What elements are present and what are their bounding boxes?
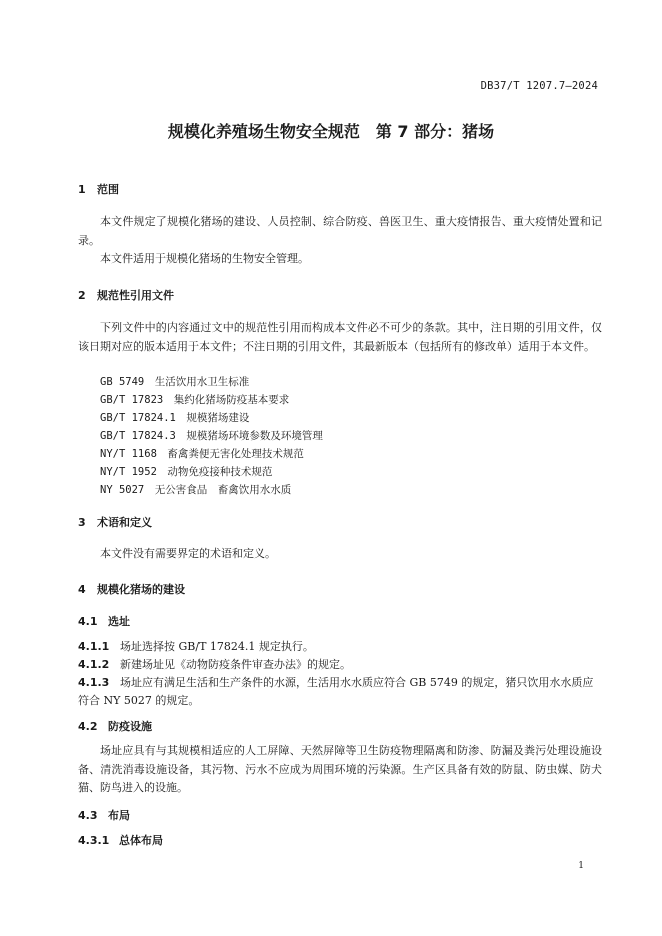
reference-code: NY/T 1168 <box>100 448 157 460</box>
reference-name: 畜禽粪便无害化处理技术规范 <box>167 448 304 460</box>
reference-code: GB/T 17824.3 <box>100 430 176 442</box>
section-heading-normative-references <box>78 287 174 303</box>
subsection-title: 选址 <box>108 615 130 628</box>
terms-paragraph: 本文件没有需要界定的术语和定义。 <box>100 547 276 560</box>
reference-code: NY 5027 <box>100 484 145 496</box>
clause-4-1-3 <box>78 674 602 710</box>
reference-name: 集约化猪场防疫基本要求 <box>173 394 290 406</box>
clause-4-1-1 <box>78 638 602 656</box>
reference-item <box>100 464 272 479</box>
reference-code: NY/T 1952 <box>100 466 157 478</box>
subsection-number: 4.3 <box>78 809 98 822</box>
reference-name: 动物免疫接种技术规范 <box>167 466 273 478</box>
reference-item <box>100 482 291 497</box>
subsection-number: 4.2 <box>78 720 98 733</box>
reference-item <box>100 446 304 461</box>
references-intro-paragraph: 下列文件中的内容通过文中的规范性引用而构成本文件必不可少的条款。其中，注日期的引用文件，仅该日期对应的版本适用于本文件；不注日期的引用文件，其最新版本（包括所有的修改单）适用于本文件。 <box>78 321 602 353</box>
subsubsection-heading-overall-layout <box>78 832 163 848</box>
section-title: 规模化猪场的建设 <box>97 583 185 596</box>
section-number: 2 <box>78 289 86 302</box>
subsection-title: 防疫设施 <box>108 720 152 733</box>
scope-paragraph-1: 本文件规定了规模化猪场的建设、人员控制、综合防疫、兽医卫生、重大疫情报告、重大疫情处置和记录。 <box>78 215 602 247</box>
terms-paragraph-block <box>78 545 602 564</box>
section-title: 术语和定义 <box>97 516 152 529</box>
reference-code: GB/T 17823 <box>100 394 164 406</box>
epidemic-facilities-paragraph-block <box>78 742 602 798</box>
clause-text: 场址应有满足生活和生产条件的水源，生活用水水质应符合 GB 5749 的规定，猪只饮用水水质应符合 NY 5027 的规定。 <box>78 676 594 707</box>
reference-code: GB 5749 <box>100 376 145 388</box>
epidemic-facilities-paragraph: 场址应具有与其规模相适应的人工屏障、天然屏障等卫生防疫物理隔离和防渗、防漏及粪污处理设施设备、清洗消毒设施设备，其污物、污水不应成为周围环境的污染源。生产区具备有效的防鼠、防虫媒、防犬猫、防鸟进入的设施。 <box>78 744 602 794</box>
reference-name: 无公害食品 畜禽饮用水水质 <box>154 484 292 496</box>
clause-text: 场址选择按 GB/T 17824.1 规定执行。 <box>120 640 314 653</box>
section-number: 3 <box>78 516 86 529</box>
subsubsection-title: 总体布局 <box>119 834 163 847</box>
section-heading-farm-construction <box>78 581 185 597</box>
reference-name: 规模猪场建设 <box>186 412 250 424</box>
reference-item <box>100 428 323 443</box>
clause-4-1-2 <box>78 656 602 674</box>
clause-text: 新建场址见《动物防疫条件审查办法》的规定。 <box>120 658 351 671</box>
subsection-heading-layout <box>78 807 130 823</box>
clause-number: 4.1.2 <box>78 658 110 671</box>
reference-code: GB/T 17824.1 <box>100 412 176 424</box>
section-number: 4 <box>78 583 86 596</box>
reference-name: 规模猪场环境参数及环境管理 <box>186 430 323 442</box>
scope-paragraph-2: 本文件适用于规模化猪场的生物安全管理。 <box>100 252 309 265</box>
reference-item <box>100 392 289 407</box>
reference-item <box>100 410 249 425</box>
reference-name: 生活饮用水卫生标准 <box>154 376 250 388</box>
clause-number: 4.1.3 <box>78 676 110 689</box>
page-number: 1 <box>578 861 584 871</box>
standard-code-header: DB37/T 1207.7—2024 <box>480 80 598 92</box>
subsection-heading-epidemic-facilities <box>78 718 152 734</box>
section-heading-scope <box>78 181 119 197</box>
scope-paragraphs <box>78 213 602 269</box>
subsection-number: 4.1 <box>78 615 98 628</box>
clause-number: 4.1.1 <box>78 640 110 653</box>
subsection-title: 布局 <box>108 809 130 822</box>
reference-item <box>100 374 249 389</box>
references-intro <box>78 319 602 356</box>
subsubsection-number: 4.3.1 <box>78 834 110 847</box>
subsection-heading-site-selection <box>78 613 130 629</box>
document-title: 规模化养殖场生物安全规范 第 7 部分：猪场 <box>167 122 495 141</box>
section-title: 范围 <box>97 183 119 196</box>
section-heading-terms <box>78 514 152 530</box>
section-title: 规范性引用文件 <box>97 289 174 302</box>
section-number: 1 <box>78 183 86 196</box>
